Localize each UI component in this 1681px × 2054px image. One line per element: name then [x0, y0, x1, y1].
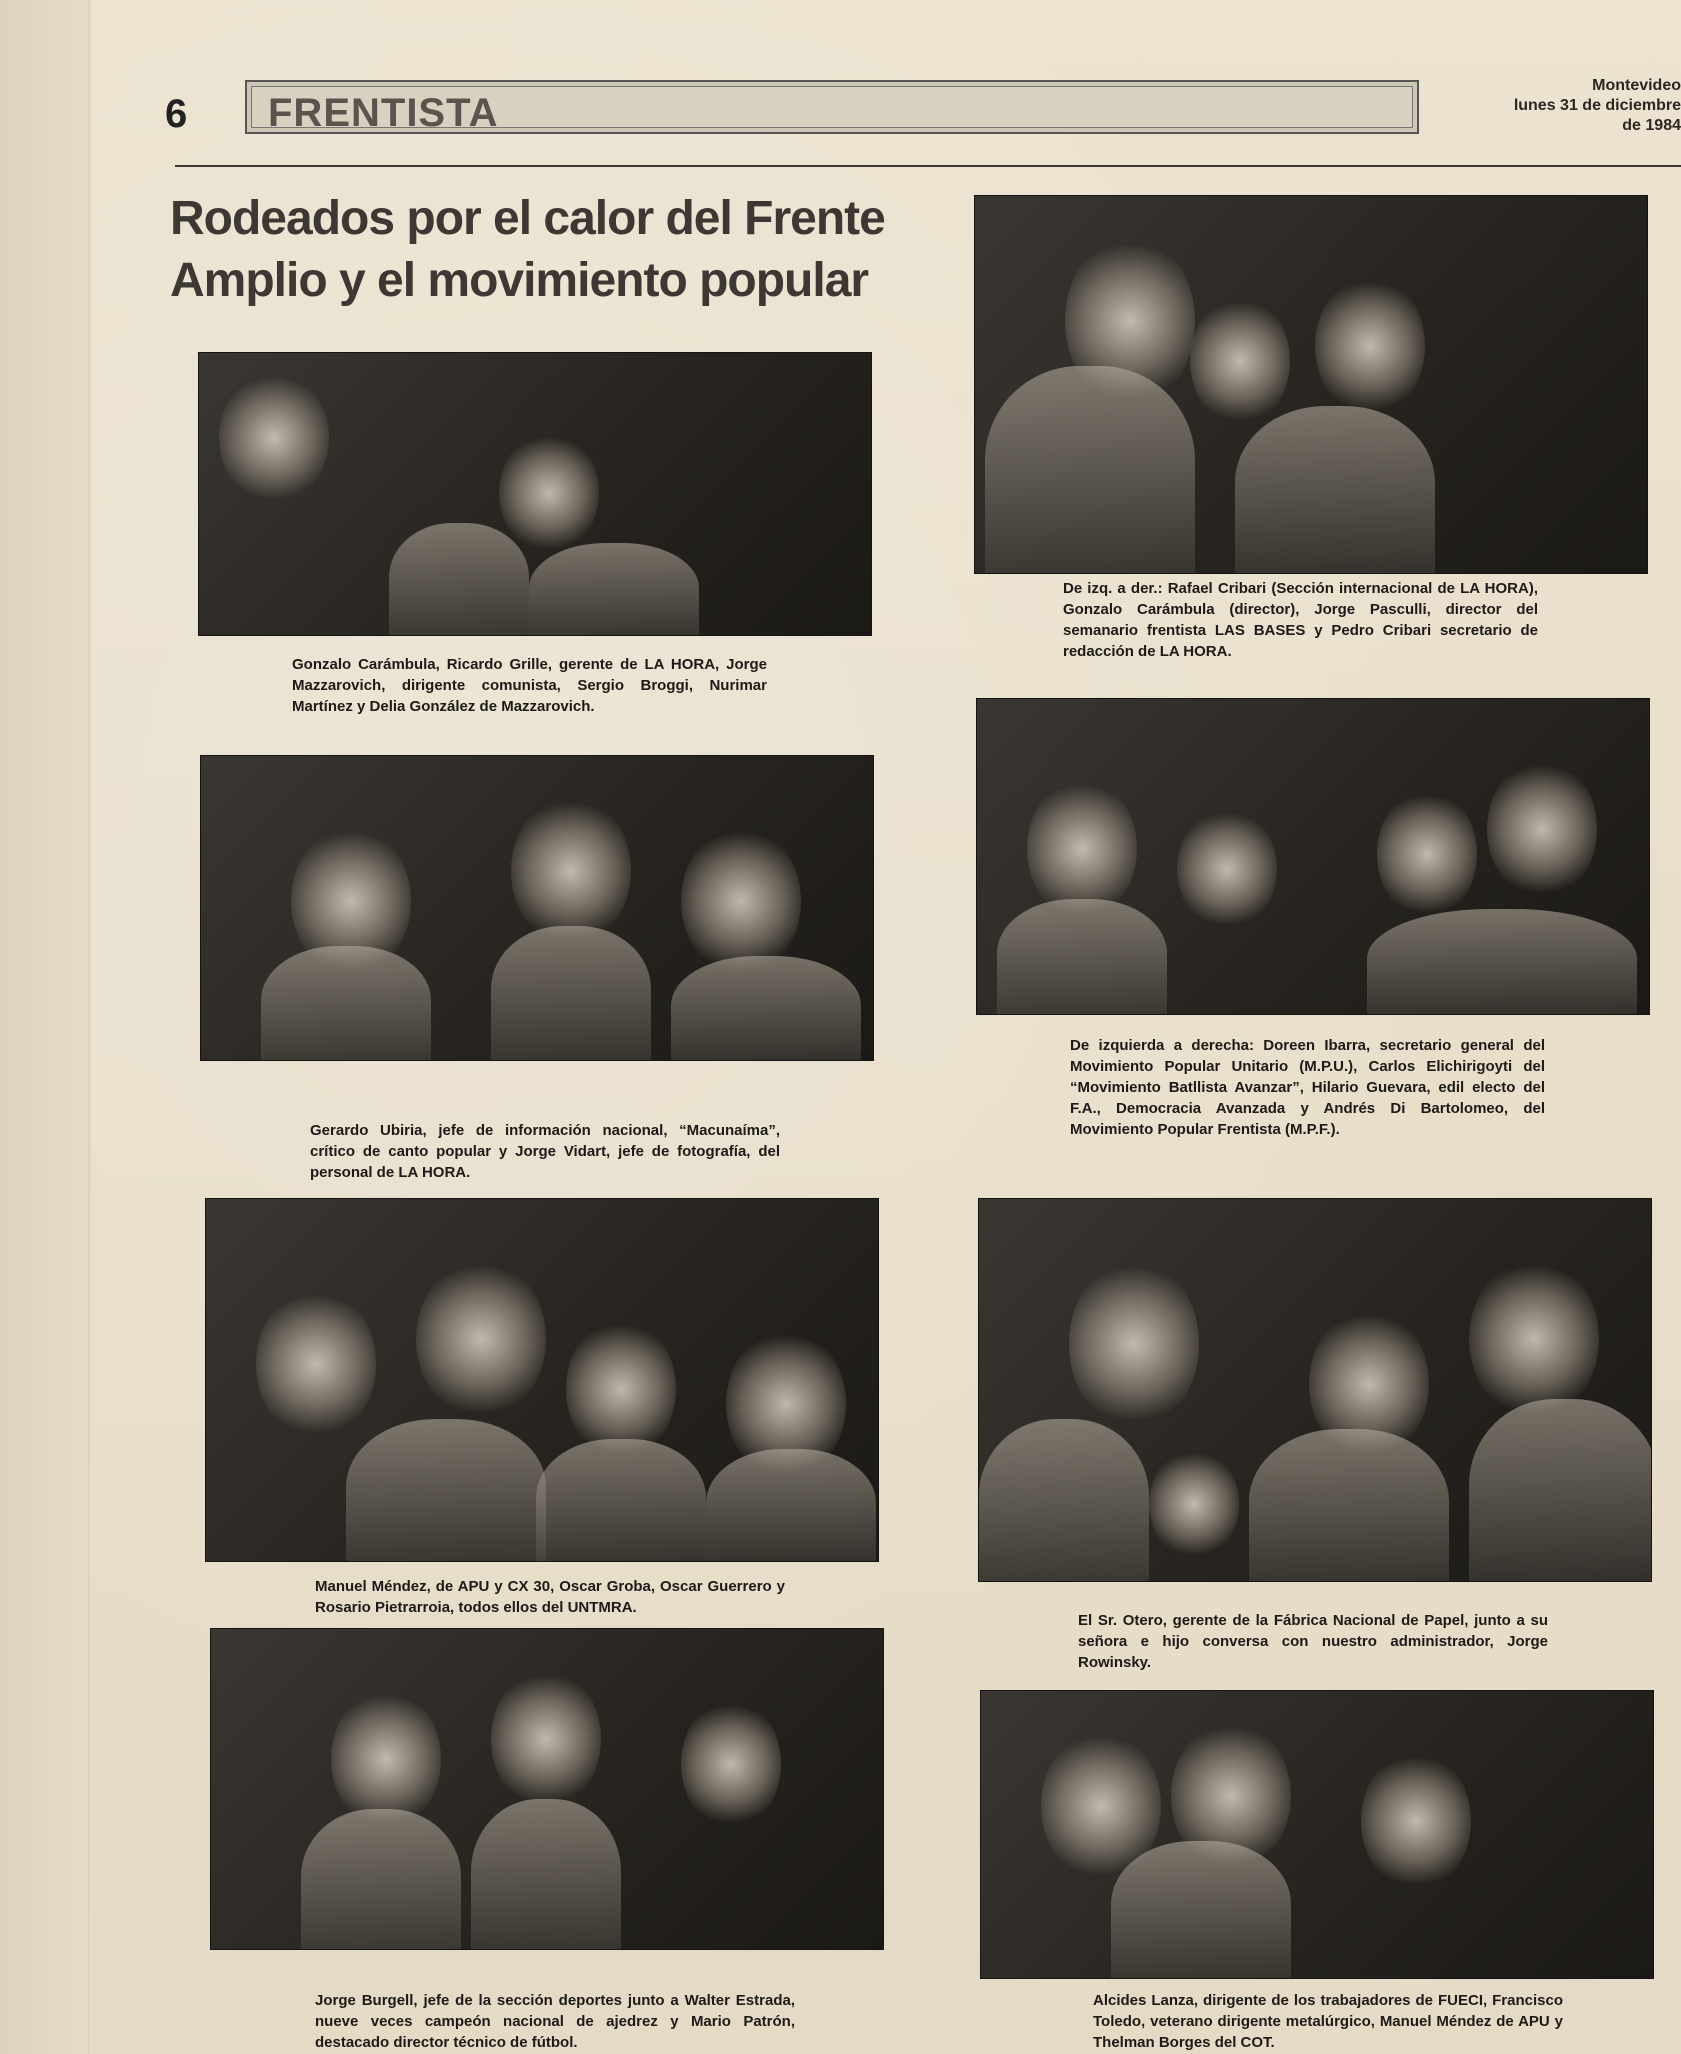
section-name: FRENTISTA: [268, 91, 499, 135]
photo-6-caption: De izquierda a derecha: Doreen Ibarra, secretario general del Movimiento Popular Unitario (M.P.U.), Carlos Elichirigoyti del “Movimiento Batllista Avanzar”, Hilario Guevara, edil electo del F.A., Democracia Avanzada y Andrés Di Bartolomeo, del Movimiento Popular Frentista (M.P.F.).: [1070, 1037, 1545, 1138]
page-number: 6: [165, 92, 188, 136]
photo-2-caption: Gerardo Ubiria, jefe de información nacional, “Macunaíma”, crítico de canto popular y Jorge Vidart, jefe de fotografía, del personal de LA HORA.: [310, 1122, 780, 1181]
photo-1-caption: Gonzalo Carámbula, Ricardo Grille, gerente de LA HORA, Jorge Mazzarovich, dirigente comunista, Sergio Broggi, Nurimar Martínez y Delia González de Mazzarovich.: [292, 656, 767, 715]
dateline-city: Montevideo: [1592, 77, 1681, 94]
section-banner: [245, 80, 1419, 134]
dateline-day: lunes 31 de diciembre: [1513, 97, 1681, 114]
photo-5: [974, 195, 1648, 574]
previous-page-edge: [0, 0, 92, 2054]
photo-3-caption: Manuel Méndez, de APU y CX 30, Oscar Groba, Oscar Guerrero y Rosario Pietrarroia, todos ellos del UNTMRA.: [315, 1578, 785, 1616]
header-rule: [175, 165, 1681, 167]
photo-4: [210, 1628, 884, 1950]
photo-8: [980, 1690, 1654, 1979]
photo-1: [198, 352, 872, 636]
photo-7: [978, 1198, 1652, 1582]
photo-7-caption: El Sr. Otero, gerente de la Fábrica Nacional de Papel, junto a su señora e hijo conversa con nuestro administrador, Jorge Rowinsky.: [1078, 1612, 1548, 1671]
dateline-year: de 1984: [1622, 117, 1681, 134]
photo-3: [205, 1198, 879, 1562]
dateline: [1514, 76, 1681, 136]
photo-2: [200, 755, 874, 1061]
photo-8-caption: Alcides Lanza, dirigente de los trabajadores de FUECI, Francisco Toledo, veterano dirigente metalúrgico, Manuel Méndez de APU y Thelman Borges del COT.: [1093, 1992, 1563, 2051]
page-fold: [88, 0, 90, 2054]
headline: Rodeados por el calor del Frente Amplio y el movimiento popular: [170, 192, 885, 307]
photo-5-caption: De izq. a der.: Rafael Cribari (Sección internacional de LA HORA), Gonzalo Carámbula (director), Jorge Pasculli, director del semanario frentista LAS BASES y Pedro Cribari secretario de redacción de LA HORA.: [1063, 580, 1538, 660]
photo-4-caption: Jorge Burgell, jefe de la sección deportes junto a Walter Estrada, nueve veces campeón nacional de ajedrez y Mario Patrón, destacado director técnico de fútbol.: [315, 1992, 795, 2051]
photo-6: [976, 698, 1650, 1015]
